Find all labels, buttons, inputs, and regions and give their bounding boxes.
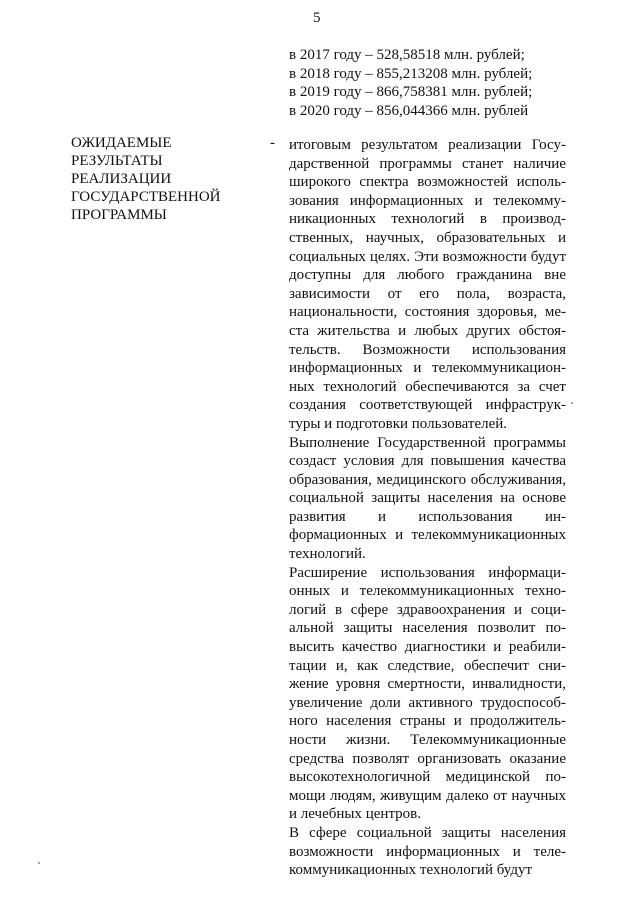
budget-line-2018: в 2018 году – 855,213208 млн. рублей; — [289, 65, 533, 82]
scan-speck — [571, 402, 573, 404]
heading-line: РЕЗУЛЬТАТЫ — [71, 153, 163, 169]
paragraph-social-protection: В сфере социальной защиты населения возможности информационных и телекоммуникационных технологий будут — [289, 824, 566, 879]
budget-line-2017: в 2017 году – 528,58518 млн. рублей; — [289, 47, 525, 63]
scan-speck — [38, 862, 40, 864]
paragraph-program-implementation: Выполнение Государственной программы создаст условия для повышения качества образования, медицинского обслуживания, социальной защиты населения на основе развития и использования информационных и телекоммуникационных технологий. — [289, 434, 566, 563]
heading-line: РЕАЛИЗАЦИИ — [71, 171, 172, 187]
paragraph-results: итоговым результатом реализации Государственной программы станет наличие широкого спектра возможностей использования информационных и телекоммуникационных технологий в производственных, научных, образовательных и социальных целях. Эти возможности будут доступны для любого гражданина вне зависимости от его пола, возраста, национальности, состояния здоровья, места жительства и любых других обстоятельств. Возможности использования информационных и телекоммуникационных технологий обеспечиваются за счет создания соответствующей инфраструктуры и подготовки пользователей. — [289, 137, 566, 432]
heading-dash: - — [270, 135, 275, 151]
section-body — [289, 136, 566, 880]
budget-list — [289, 46, 564, 120]
heading-line: ГОСУДАРСТВЕННОЙ — [71, 189, 221, 205]
budget-line-2020: в 2020 году – 856,044366 млн. рублей — [289, 102, 529, 119]
heading-line: ОЖИДАЕМЫЕ — [71, 135, 172, 151]
paragraph-healthcare: Расширение использования информационных и телекоммуникационных технологий в сфере здравоохранения и социальной защиты населения позволит повысить качество диагностики и реабилитации и, как следствие, обеспечит снижение уровня смертности, инвалидности, увеличение доли активного трудоспособного населения страны и продолжительности жизни. Телекоммуникационные средства позволят организовать оказание высокотехнологичной медицинской помощи людям, живущим далеко от научных и лечебных центров. — [289, 564, 566, 823]
section-heading — [71, 134, 261, 224]
heading-line: ПРОГРАММЫ — [71, 207, 167, 223]
budget-line-2019: в 2019 году – 866,758381 млн. рублей; — [289, 84, 533, 101]
page-number: 5 — [313, 10, 321, 26]
